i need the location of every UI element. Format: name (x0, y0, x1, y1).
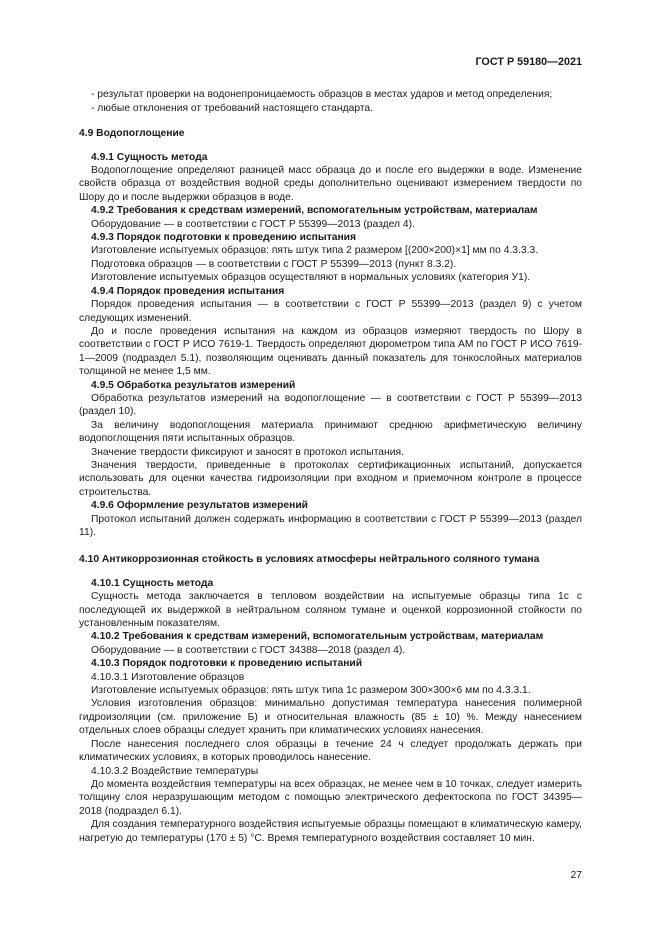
sub-subsection-heading: 4.10.3.2 Воздействие температуры (91, 765, 259, 777)
section-heading: 4.9 Водопоглощение (79, 128, 185, 140)
paragraph: Сущность метода заключается в тепловом воздействии на испытуемые образцы типа 1с с последующей их выдержкой в нейтральном соляном тумане и оценкой коррозионной стойкости по установленным показателям. (79, 591, 582, 630)
subsection-heading: 4.9.5 Обработка результатов измерений (91, 379, 296, 391)
paragraph: Обработка результатов измерений на водопоглощение — в соответствии с ГОСТ Р 55399—2013 (раздел 10). (79, 392, 582, 418)
section-heading: 4.10 Антикоррозионная стойкость в условиях атмосферы нейтрального соляного тумана (79, 554, 540, 566)
paragraph: Изготовление испытуемых образцов: пять штук типа 1с размером 300×300×6 мм по 4.3.3.1. (91, 685, 531, 697)
paragraph: Водопоглощение определяют разницей масс образца до и после его выдержки в воде. Изменение свойств образца от воздействия водной среды дополнительно оценивают измерением твердости по Шору до и после выдержки образцов в воде. (79, 165, 582, 203)
paragraph: Подготовка образцов — в соответствии с ГОСТ Р 55399—2013 (пункт 8.3.2). (91, 258, 457, 270)
paragraph: Изготовление испытуемых образцов осуществляют в нормальных условиях (категория У1). (91, 272, 531, 284)
subsection-heading: 4.9.4 Порядок проведения испытания (91, 285, 285, 297)
list-item: - любые отклонения от требований настоящего стандарта. (91, 102, 374, 114)
paragraph: Для создания температурного воздействия испытуемые образцы помещают в климатическую камеру, нагретую до температуры (170 ± 5) °С. Время температурного воздействия составляет 10 мин. (79, 819, 582, 844)
paragraph: Изготовление испытуемых образцов: пять штук типа 2 размером [(200×200)×1] мм по 4.3.3.3. (91, 245, 539, 257)
paragraph: До момента воздействия температуры на всех образцах, не менее чем в 10 точках, следует измерить толщину слоя неразрушающим методом с помощью электрического дефектоскопа по ГОСТ 34395—2018 (подраздел 6.1). (79, 778, 582, 817)
paragraph: Оборудование — в соответствии с ГОСТ 34388—2018 (раздел 4). (91, 644, 406, 656)
subsection-heading: 4.10.1 Сущность метода (91, 577, 214, 589)
paragraph: До и после проведения испытания на каждом из образцов измеряют твердость по Шору в соответствии с ГОСТ Р ИСО 7619-1. Твердость определяют дюрометром типа АМ по ГОСТ Р ИСО 7619-1—2009 (подраздел 5.1), позволяющим оценивать данный показатель для тонкослойных материалов толщиной не менее 1,5 мм. (79, 325, 582, 378)
subsection-heading: 4.10.2 Требования к средствам измерений, вспомогательным устройствам, материалам (91, 631, 544, 643)
subsection-heading: 4.9.6 Оформление результатов измерений (91, 500, 308, 512)
document-id: ГОСТ Р 59180—2021 (475, 56, 582, 68)
paragraph: Значения твердости, приведенные в протоколах сертификационных испытаний, допускается использовать для оценки качества гидроизоляции при входном и приемочном контроле в процессе строительства. (79, 459, 582, 498)
paragraph: Оборудование — в соответствии с ГОСТ Р 55399—2013 (раздел 4). (91, 218, 415, 230)
paragraph: После нанесения последнего слоя образцы в течение 24 ч следует продолжать держать при климатических условиях, в которых проводилось нанесение. (79, 738, 582, 764)
paragraph: Протокол испытаний должен содержать информацию в соответствии с ГОСТ Р 55399—2013 (раздел 11). (79, 513, 582, 538)
sub-subsection-heading: 4.10.3.1 Изготовление образцов (91, 671, 245, 683)
paragraph: За величину водопоглощения материала принимают среднюю арифметическую величину водопоглощения пяти испытанных образцов. (79, 419, 582, 445)
paragraph: Условия изготовления образцов: минимально допустимая температура нанесения полимерной гидроизоляции (см. приложение Б) и относительная влажность (85 ± 10) %. Между нанесением отдельных слоев образцы следует хранить при климатических условиях нанесения. (79, 698, 582, 737)
paragraph: Порядок проведения испытания — в соответствии с ГОСТ Р 55399—2013 (раздел 9) с учетом следующих изменений. (79, 299, 582, 324)
subsection-heading: 4.9.1 Сущность метода (91, 151, 208, 163)
subsection-heading: 4.9.3 Порядок подготовки к проведению испытания (91, 232, 357, 244)
list-item: - результат проверки на водонепроницаемость образцов в местах ударов и метод определения; (91, 89, 553, 101)
subsection-heading: 4.9.2 Требования к средствам измерений, вспомогательным устройствам, материалам (91, 205, 538, 217)
subsection-heading: 4.10.3 Порядок подготовки к проведению испытаний (91, 658, 363, 670)
paragraph: Значение твердости фиксируют и заносят в протокол испытания. (91, 446, 404, 458)
page-number: 27 (570, 870, 582, 881)
